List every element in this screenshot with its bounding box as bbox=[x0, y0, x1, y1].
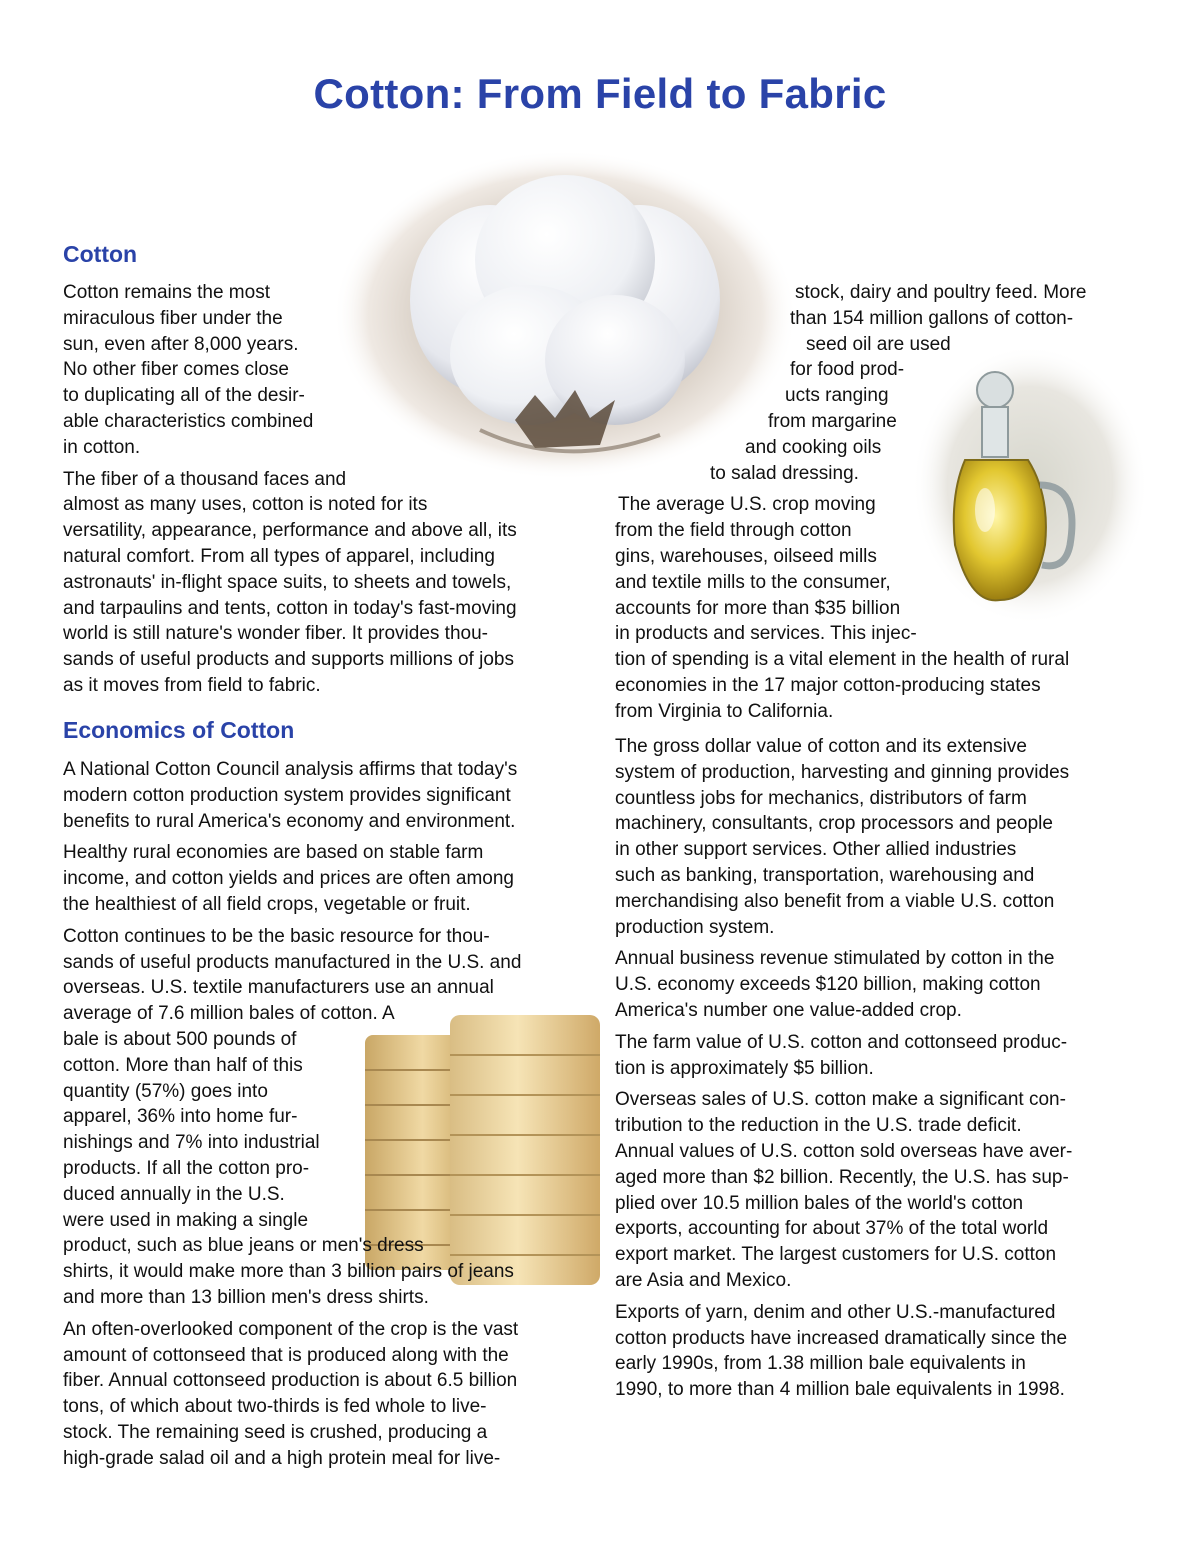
text-line: ucts ranging bbox=[785, 385, 889, 407]
text-line: The average U.S. crop moving bbox=[618, 494, 876, 516]
text-line: income, and cotton yields and prices are often among bbox=[63, 868, 514, 890]
text-line: accounts for more than $35 billion bbox=[615, 597, 901, 619]
text-line: sun, even after 8,000 years. bbox=[63, 333, 299, 355]
text-line: Annual values of U.S. cotton sold overseas have aver- bbox=[615, 1140, 1073, 1162]
text-line: from the field through cotton bbox=[615, 520, 852, 542]
text-line: machinery, consultants, crop processors and people bbox=[615, 813, 1053, 835]
text-line: apparel, 36% into home fur- bbox=[63, 1106, 298, 1128]
text-line: versatility, appearance, performance and above all, its bbox=[63, 520, 517, 542]
text-line: able characteristics combined bbox=[63, 410, 314, 432]
text-line: No other fiber comes close bbox=[63, 359, 289, 381]
text-line: modern cotton production system provides significant bbox=[63, 784, 511, 806]
text-line: natural comfort. From all types of apparel, including bbox=[63, 545, 495, 567]
text-line: in other support services. Other allied industries bbox=[615, 839, 1017, 861]
text-line: in products and services. This injec- bbox=[615, 623, 917, 645]
text-line: aged more than $2 billion. Recently, the U.S. has sup- bbox=[615, 1166, 1069, 1188]
text-line: merchandising also benefit from a viable U.S. cotton bbox=[615, 890, 1055, 912]
text-line: bale is about 500 pounds of bbox=[63, 1028, 297, 1050]
text-line: stock. The remaining seed is crushed, producing a bbox=[63, 1421, 488, 1443]
text-line: seed oil are used bbox=[806, 333, 951, 355]
text-line: amount of cottonseed that is produced along with the bbox=[63, 1344, 509, 1366]
text-line: tons, of which about two-thirds is fed whole to live- bbox=[63, 1396, 487, 1418]
text-line: Exports of yarn, denim and other U.S.-manufactured bbox=[615, 1301, 1056, 1323]
text-line: astronauts' in-flight space suits, to sheets and towels, bbox=[63, 571, 512, 593]
text-line: and cooking oils bbox=[745, 436, 882, 458]
text-line: production system. bbox=[615, 916, 775, 938]
text-line: A National Cotton Council analysis affirms that today's bbox=[63, 759, 518, 780]
text-line: average of 7.6 million bales of cotton. A bbox=[63, 1003, 395, 1025]
text-line: fiber. Annual cottonseed production is about 6.5 billion bbox=[63, 1370, 518, 1392]
text-line: system of production, harvesting and ginning provides bbox=[615, 761, 1070, 783]
text-line: from Virginia to California. bbox=[615, 700, 834, 722]
text-line: Annual business revenue stimulated by cotton in the bbox=[615, 948, 1055, 970]
text-line: export market. The largest customers for U.S. cotton bbox=[615, 1244, 1057, 1266]
text-line: world is still nature's wonder fiber. It provides thou- bbox=[63, 623, 488, 645]
economics-lines bbox=[63, 757, 521, 1472]
text-line: to duplicating all of the desir- bbox=[63, 385, 305, 407]
text-line: and tarpaulins and tents, cotton in today's fast-moving bbox=[63, 597, 517, 619]
text-line: products. If all the cotton pro- bbox=[63, 1157, 310, 1179]
text-line: quantity (57%) goes into bbox=[63, 1080, 268, 1102]
text-line: tion of spending is a vital element in the health of rural bbox=[615, 649, 1070, 671]
text-line: miraculous fiber under the bbox=[63, 307, 283, 329]
text-line: product, such as blue jeans or men's dress bbox=[63, 1235, 424, 1257]
text-line: cotton products have increased dramatically since the bbox=[615, 1327, 1068, 1349]
text-line: An often-overlooked component of the crop is the vast bbox=[63, 1318, 519, 1340]
text-line: tion is approximately $5 billion. bbox=[615, 1057, 874, 1079]
text-line: duced annually in the U.S. bbox=[63, 1183, 285, 1205]
text-line: exports, accounting for about 37% of the total world bbox=[615, 1218, 1049, 1240]
text-line: such as banking, transportation, warehousing and bbox=[615, 864, 1035, 886]
economics-heading: Economics of Cotton bbox=[63, 717, 295, 743]
text-line: early 1990s, from 1.38 million bale equivalents in bbox=[615, 1353, 1026, 1375]
right-top-lines bbox=[610, 280, 1086, 725]
text-line: nishings and 7% into industrial bbox=[63, 1132, 320, 1154]
text-line: cotton. More than half of this bbox=[63, 1054, 303, 1076]
text-line: to salad dressing. bbox=[710, 462, 859, 484]
text-line: Healthy rural economies are based on stable farm bbox=[63, 842, 484, 864]
text-line: America's number one value-added crop. bbox=[615, 999, 962, 1021]
text-line: plied over 10.5 million bales of the world's cotton bbox=[615, 1192, 1024, 1214]
text-line: Overseas sales of U.S. cotton make a significant con- bbox=[615, 1089, 1066, 1111]
text-line: and more than 13 billion men's dress shirts. bbox=[63, 1286, 429, 1308]
text-line: almost as many uses, cotton is noted for its bbox=[63, 494, 428, 516]
right-lines bbox=[615, 734, 1072, 1403]
text-line: sands of useful products manufactured in the U.S. and bbox=[63, 951, 522, 973]
text-line: stock, dairy and poultry feed. More bbox=[795, 282, 1087, 303]
text-line: 1990, to more than 4 million bale equivalents in 1998. bbox=[615, 1379, 1065, 1401]
text-line: economies in the 17 major cotton-producing states bbox=[615, 674, 1041, 696]
page-title: Cotton: From Field to Fabric bbox=[313, 70, 887, 117]
text-line: from margarine bbox=[768, 410, 897, 432]
text-line: The farm value of U.S. cotton and cottonseed produc- bbox=[615, 1031, 1068, 1053]
text-line: countless jobs for mechanics, distributors of farm bbox=[615, 787, 1027, 809]
text-line: were used in making a single bbox=[63, 1209, 309, 1231]
cotton-heading: Cotton bbox=[63, 241, 138, 267]
text-line: overseas. U.S. textile manufacturers use an annual bbox=[63, 977, 494, 999]
text-line: high-grade salad oil and a high protein meal for live- bbox=[63, 1447, 501, 1469]
intro-lines-left bbox=[63, 280, 517, 699]
text-line: tribution to the reduction in the U.S. trade deficit. bbox=[615, 1115, 1022, 1137]
text-line: as it moves from field to fabric. bbox=[63, 674, 321, 696]
text-line: than 154 million gallons of cotton- bbox=[790, 307, 1074, 329]
text-line: Cotton remains the most bbox=[63, 282, 270, 303]
text-line: for food prod- bbox=[790, 359, 905, 381]
text-line: are Asia and Mexico. bbox=[615, 1269, 792, 1291]
text-line: the healthiest of all field crops, vegetable or fruit. bbox=[63, 893, 471, 915]
text-line: gins, warehouses, oilseed mills bbox=[615, 545, 877, 567]
text-line: shirts, it would make more than 3 billion pairs of jeans bbox=[63, 1261, 514, 1283]
text-line: U.S. economy exceeds $120 billion, making cotton bbox=[615, 974, 1041, 996]
text-line: in cotton. bbox=[63, 436, 141, 458]
text-line: sands of useful products and supports millions of jobs bbox=[63, 649, 514, 671]
text-line: and textile mills to the consumer, bbox=[615, 571, 891, 593]
text-line: Cotton continues to be the basic resource for thou- bbox=[63, 925, 490, 947]
text-line: The gross dollar value of cotton and its extensive bbox=[615, 736, 1027, 757]
text-line: The fiber of a thousand faces and bbox=[63, 468, 347, 490]
text-line: benefits to rural America's economy and environment. bbox=[63, 810, 516, 832]
